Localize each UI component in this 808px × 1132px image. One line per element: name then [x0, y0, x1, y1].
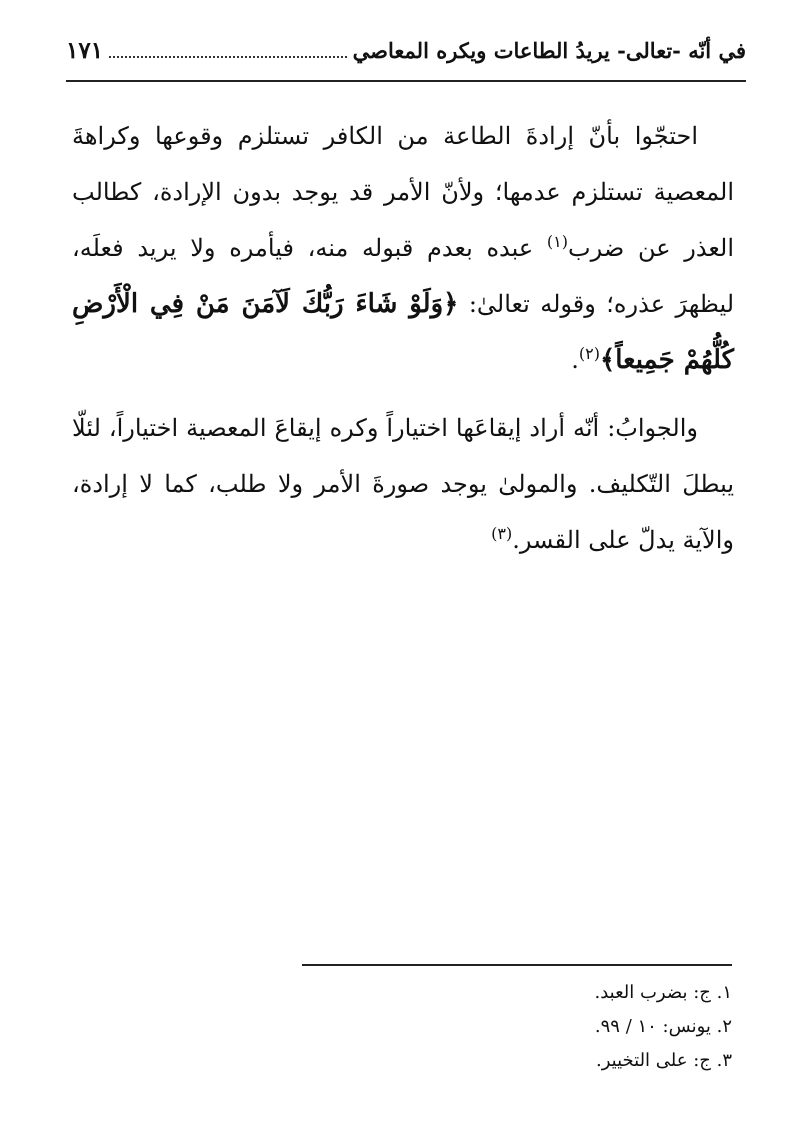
footnote-ref-2[interactable]: (٢): [578, 344, 601, 363]
footnote-1: ١. ج: بضرب العبد.: [594, 982, 732, 1003]
argument-text-continued: عبده بعدم قبوله منه، فيأمره ولا يريد فعلَه، ليظهرَ عذره؛ وقوله تعالىٰ:: [72, 234, 735, 318]
footnote-3: ٣. ج: على التخيير.: [596, 1050, 732, 1071]
footnotes-list: [340, 976, 732, 1078]
argument-text: احتجّوا بأنّ إرادةَ الطاعة من الكافر تستلزم وقوعها وكراهةَ المعصية تستلزم عدمها؛ ولأنّ الأمر قد يوجد بدون الإرادة، كطالب العذر عن ضرب: [72, 122, 734, 262]
footnote-ref-1[interactable]: (١): [546, 232, 569, 251]
paragraph-argument: [72, 108, 734, 388]
page-number: ١٧١: [66, 37, 104, 64]
main-text: [72, 108, 734, 568]
footnote-2: ٢. يونس: ١٠ / ٩٩.: [594, 1016, 732, 1037]
sentence-end: .: [571, 346, 579, 374]
header-rule: [66, 80, 746, 82]
paragraph-answer: [72, 400, 734, 568]
footnote-separator: [302, 964, 732, 966]
footnote-ref-3[interactable]: (٣): [491, 524, 513, 543]
answer-text: والجوابُ: أنّه أراد إيقاعَها اختياراً وكره إيقاعَ المعصية اختياراً، لئلّا يبطلَ التّكليف. والمولىٰ يوجد صورةَ الأمر ولا طلب، كما لا إرادة، والآية يدلّ على القسر.: [72, 414, 734, 554]
chapter-title: في أنّه -تعالى- يريدُ الطاعات ويكره المعاصي: [352, 38, 746, 63]
dotted-leader: [109, 55, 347, 58]
quran-verse: ﴿وَلَوْ شَاءَ رَبُّكَ لَآمَنَ مَنْ فِي الْأَرْضِ كُلُّهُمْ جَمِيعاً﴾: [72, 289, 734, 375]
running-header: [66, 34, 746, 68]
